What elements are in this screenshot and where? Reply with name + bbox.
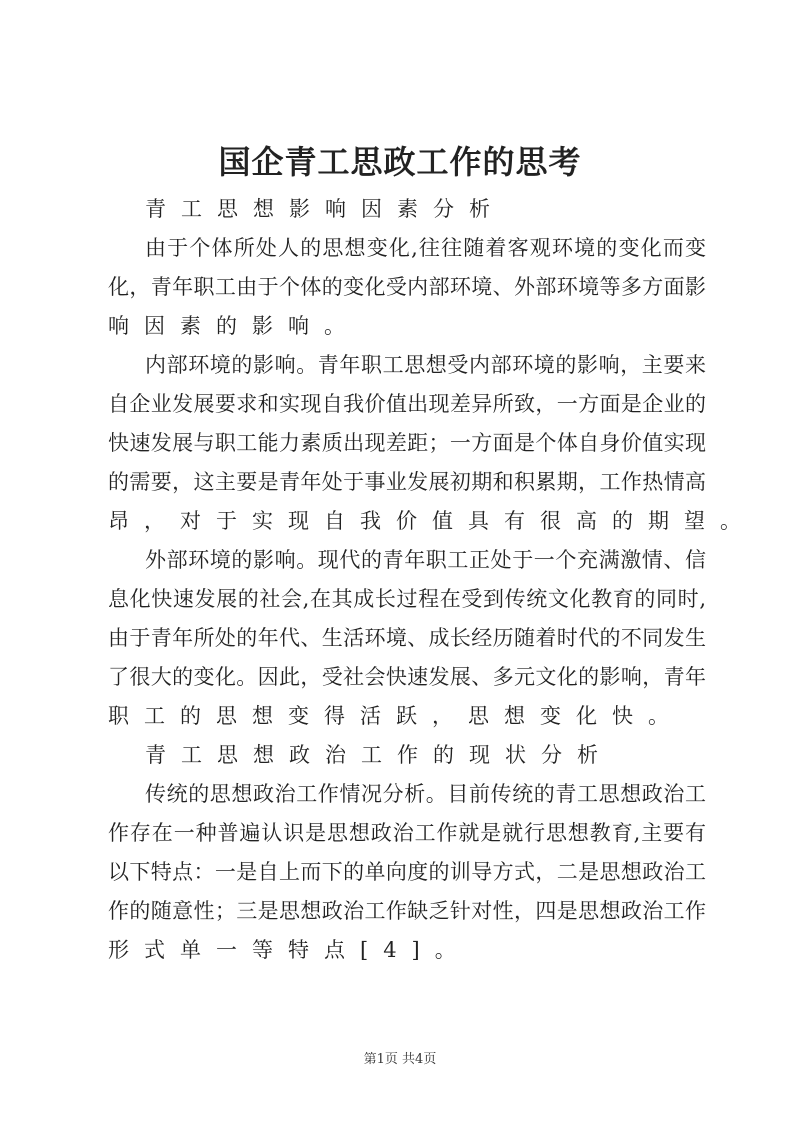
text-line: 了很大的变化。因此，受社会快速发展、多元文化的影响，青年: [108, 665, 706, 689]
text-line: 作的随意性；三是思想政治工作缺乏针对性，四是思想政治工作: [108, 899, 706, 923]
paragraph: [108, 775, 706, 970]
text-line: 息化快速发展的社会,在其成长过程在受到传统文化教育的同时,: [108, 587, 706, 611]
page-footer: 第1页 共4页: [363, 1052, 437, 1067]
text-line: 自企业发展要求和实现自我价值出现差异所致，一方面是企业的: [108, 392, 706, 416]
document-title: 国企青工思政工作的思考: [218, 143, 582, 181]
text-line: 作存在一种普遍认识是思想政治工作就是就行思想教育,主要有: [108, 821, 706, 845]
text-line: 快速发展与职工能力素质出现差距；一方面是个体自身价值实现: [108, 431, 706, 455]
text-line: 昂，对于实现自我价值具有很高的期望。: [108, 509, 756, 533]
text-line: 传统的思想政治工作情况分析。目前传统的青工思想政治工: [145, 782, 706, 806]
text-line: 内部环境的影响。青年职工思想受内部环境的影响，主要来: [145, 353, 706, 377]
text-line: 职工的思想变得活跃，思想变化快。: [108, 704, 684, 728]
paragraph: [108, 229, 706, 346]
text-line: 响因素的影响。: [108, 314, 360, 338]
text-line: 形式单一等特点[4]。: [108, 938, 471, 962]
paragraph: [108, 346, 756, 541]
section-heading: [108, 190, 706, 229]
text-line: 以下特点：一是自上而下的单向度的训导方式，二是思想政治工: [108, 860, 706, 884]
text-line: 青工思想影响因素分析: [145, 197, 505, 221]
text-line: 由于个体所处人的思想变化,往往随着客观环境的变化而变: [145, 236, 706, 260]
section-heading: [108, 736, 706, 775]
document-body: [108, 190, 756, 970]
text-line: 外部环境的影响。现代的青年职工正处于一个充满激情、信: [145, 548, 706, 572]
text-line: 的需要，这主要是青年处于事业发展初期和积累期，工作热情高: [108, 470, 706, 494]
text-line: 青工思想政治工作的现状分析: [145, 743, 613, 767]
text-line: 化，青年职工由于个体的变化受内部环境、外部环境等多方面影: [108, 275, 706, 299]
paragraph: [108, 541, 706, 736]
text-line: 由于青年所处的年代、生活环境、成长经历随着时代的不同发生: [108, 626, 706, 650]
